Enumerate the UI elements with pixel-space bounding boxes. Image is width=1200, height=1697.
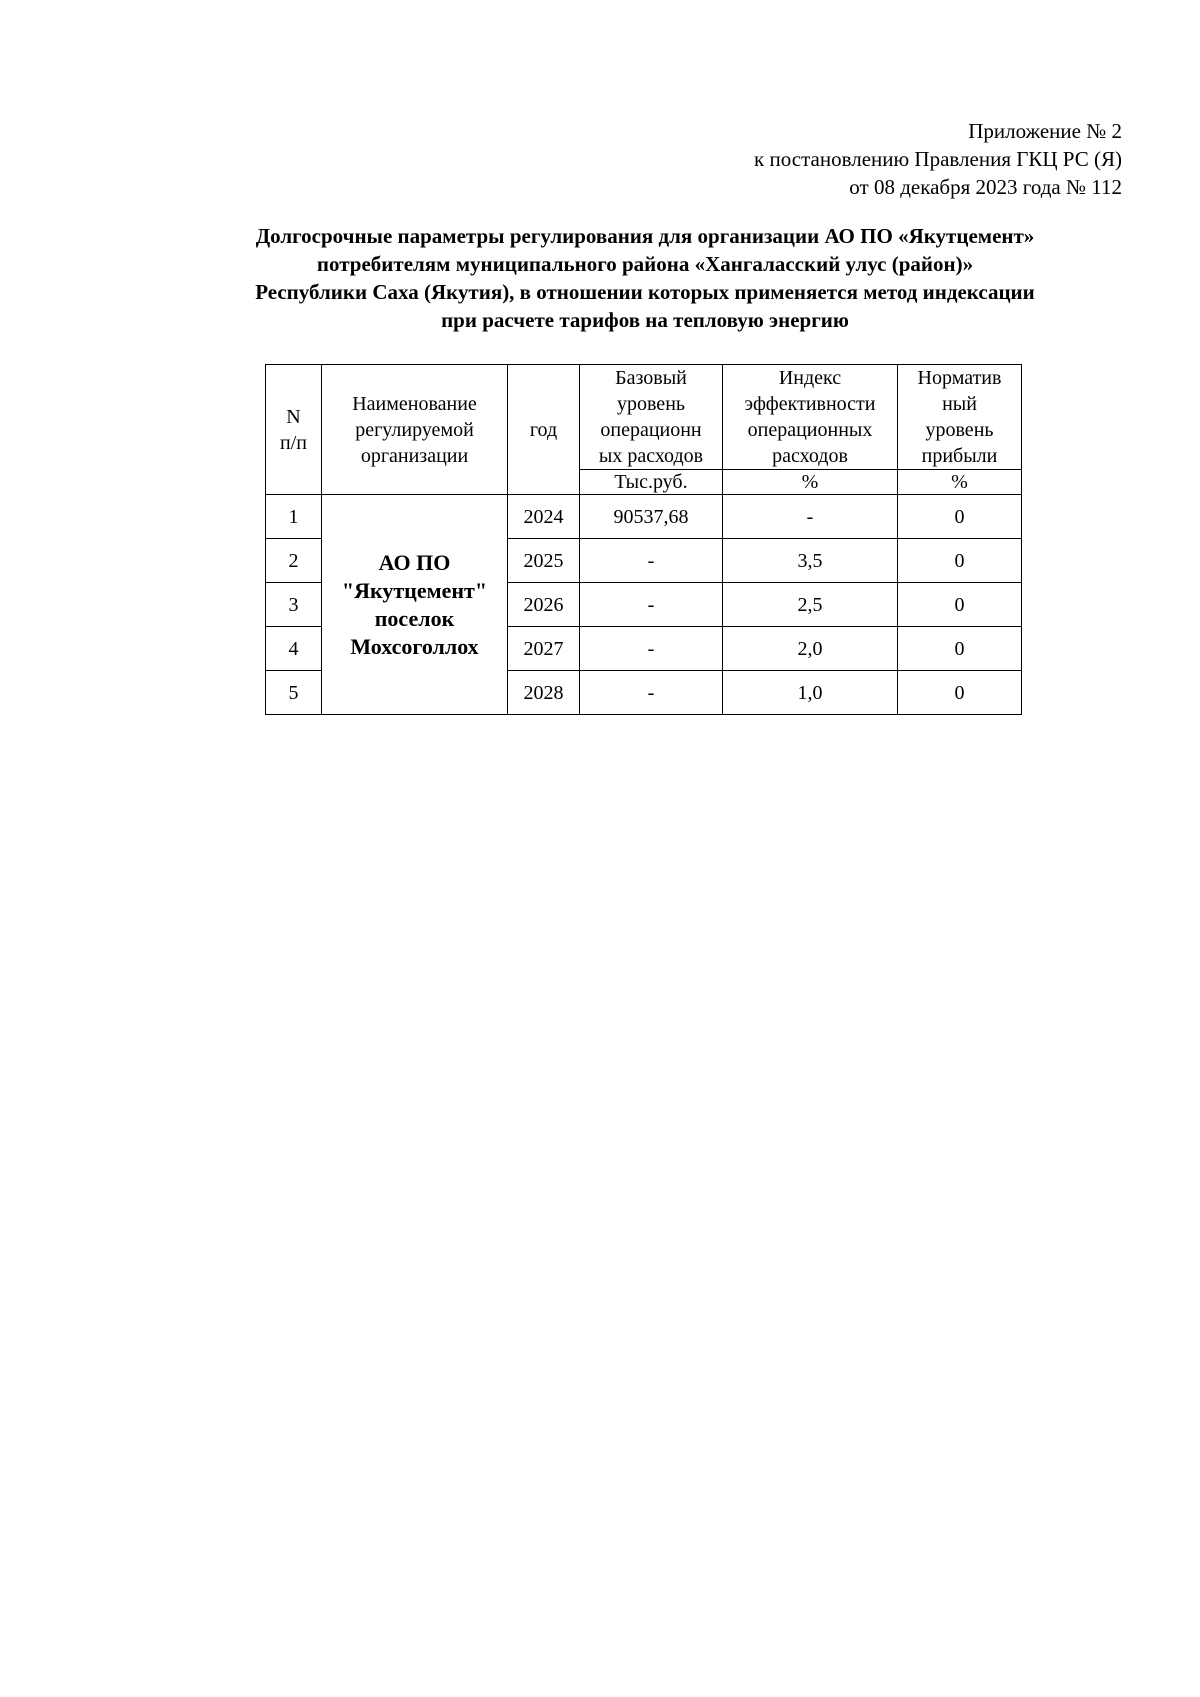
appendix-number: Приложение № 2 <box>968 119 1122 143</box>
organization-name-cell <box>322 495 508 715</box>
cell-number: 5 <box>266 671 322 715</box>
cell-base-level: - <box>580 627 723 671</box>
cell-base-level: - <box>580 671 723 715</box>
title-line-1: Долгосрочные параметры регулирования для организации АО ПО «Якутцемент» <box>255 224 1035 248</box>
header-number-line: N <box>286 405 301 428</box>
regulation-parameters-table <box>265 364 1022 715</box>
organization-name-line: АО ПО <box>378 549 451 575</box>
header-number-line: п/п <box>280 431 307 454</box>
cell-number: 2 <box>266 539 322 583</box>
header-base-line: ых расходов <box>598 445 704 467</box>
cell-efficiency-index: 2,5 <box>723 583 898 627</box>
cell-year: 2026 <box>508 583 580 627</box>
organization-name-line: поселок <box>374 605 455 631</box>
cell-number: 1 <box>266 495 322 539</box>
cell-year: 2024 <box>508 495 580 539</box>
header-efficiency-index <box>723 365 898 470</box>
appendix-reference <box>754 117 1122 201</box>
cell-normative-profit: 0 <box>898 627 1022 671</box>
appendix-resolution: к постановлению Правления ГКЦ РС (Я) <box>754 147 1122 171</box>
cell-base-level: - <box>580 583 723 627</box>
table-header-row <box>266 365 1022 470</box>
header-normative-line: уровень <box>925 419 994 441</box>
cell-normative-profit: 0 <box>898 539 1022 583</box>
header-year: год <box>508 365 580 495</box>
appendix-date: от 08 декабря 2023 года № 112 <box>849 175 1122 199</box>
cell-efficiency-index: - <box>723 495 898 539</box>
unit-normative-profit: % <box>898 470 1022 495</box>
header-organization <box>322 365 508 495</box>
cell-normative-profit: 0 <box>898 583 1022 627</box>
header-normative-profit <box>898 365 1022 470</box>
cell-normative-profit: 0 <box>898 671 1022 715</box>
header-index-line: расходов <box>772 445 848 467</box>
header-base-line: уровень <box>616 393 686 415</box>
header-organization-line: Наименование <box>352 392 477 415</box>
header-index-line: эффективности <box>744 393 876 415</box>
organization-name-line: "Якутцемент" <box>341 577 488 603</box>
title-line-2: потребителям муниципального района «Хангаласский улус (район)» <box>316 252 974 276</box>
header-number <box>266 365 322 495</box>
unit-efficiency-index: % <box>723 470 898 495</box>
header-normative-line: ный <box>942 393 977 415</box>
cell-year: 2027 <box>508 627 580 671</box>
header-index-line: операционных <box>747 419 873 441</box>
header-normative-line: прибыли <box>921 445 998 467</box>
header-base-line: Базовый <box>615 367 687 389</box>
cell-efficiency-index: 1,0 <box>723 671 898 715</box>
cell-base-level: - <box>580 539 723 583</box>
header-index-line: Индекс <box>778 367 842 389</box>
cell-efficiency-index: 3,5 <box>723 539 898 583</box>
title-line-3: Республики Саха (Якутия), в отношении которых применяется метод индексации <box>255 280 1035 304</box>
cell-number: 4 <box>266 627 322 671</box>
cell-base-level: 90537,68 <box>580 495 723 539</box>
header-organization-line: регулируемой <box>355 418 474 441</box>
unit-base-level: Тыс.руб. <box>580 470 723 495</box>
cell-number: 3 <box>266 583 322 627</box>
cell-efficiency-index: 2,0 <box>723 627 898 671</box>
cell-year: 2028 <box>508 671 580 715</box>
title-line-4: при расчете тарифов на тепловую энергию <box>441 308 849 332</box>
cell-normative-profit: 0 <box>898 495 1022 539</box>
document-title <box>160 222 1130 334</box>
header-normative-line: Норматив <box>917 367 1002 389</box>
organization-name-line: Мохсоголлох <box>350 633 479 659</box>
table-row <box>266 495 1022 539</box>
header-organization-line: организации <box>360 444 469 467</box>
header-base-level <box>580 365 723 470</box>
header-base-line: операционн <box>600 419 702 441</box>
cell-year: 2025 <box>508 539 580 583</box>
